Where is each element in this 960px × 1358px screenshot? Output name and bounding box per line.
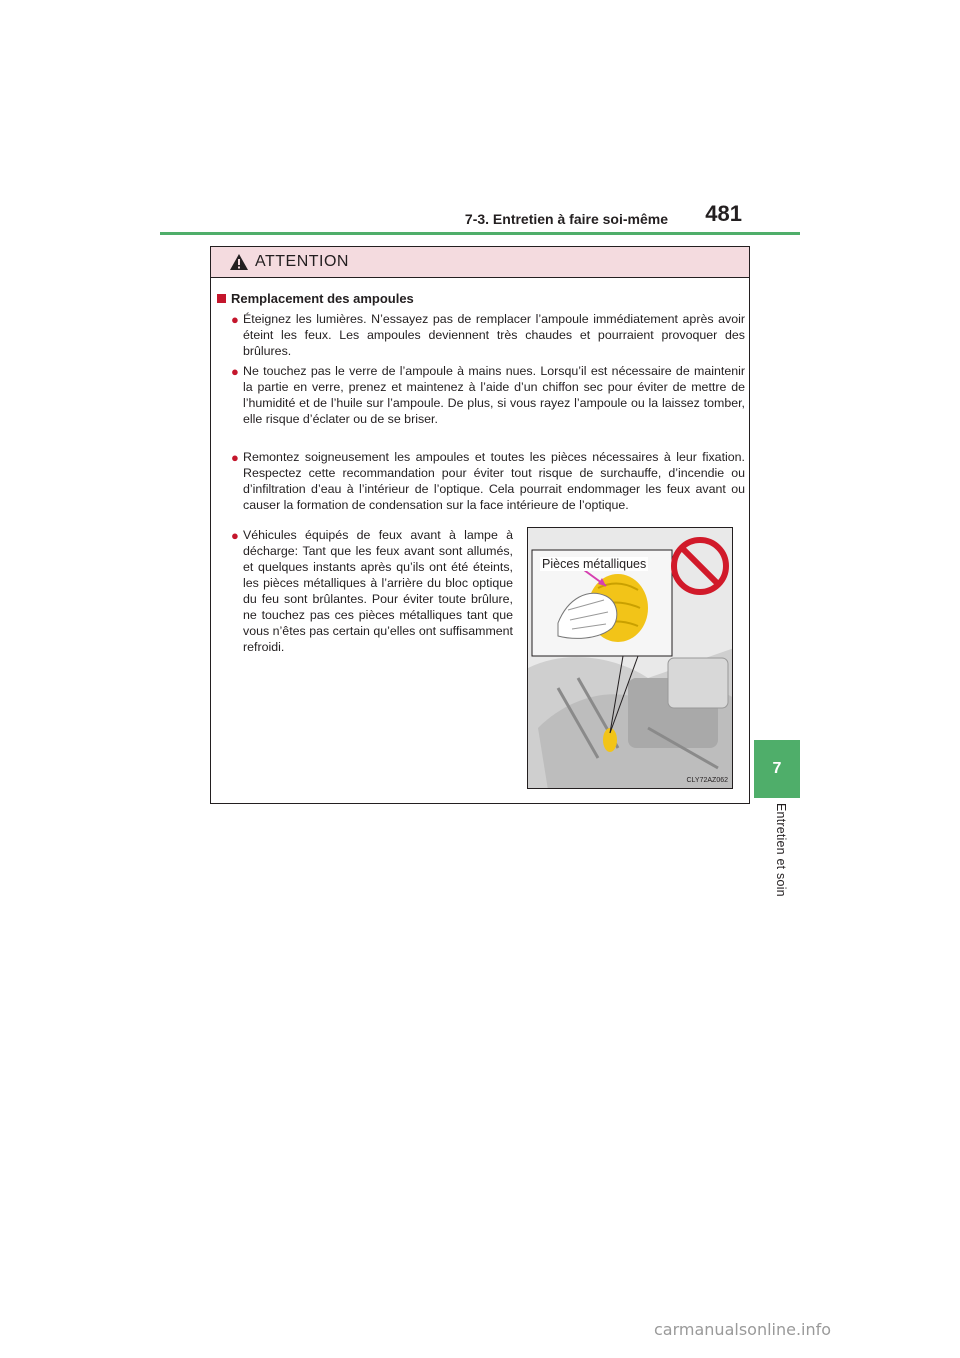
warning-triangle-icon — [229, 253, 249, 271]
bullet-text: Ne touchez pas le verre de l’ampoule à mains nues. Lorsqu’il est nécessaire de maintenir la partie en verre, prenez et maintenez à l’aide d’un chiffon sec pour éviter de mettre de l’humidité et de l’huile sur l’ampoule. De plus, si vous rayez l’ampoule ou la laissez tomber, elle risque d’éclater ou de se briser. — [243, 364, 745, 426]
header-rule — [160, 232, 800, 235]
engine-bay-figure — [527, 527, 733, 789]
bullet-dot-icon: ● — [231, 364, 239, 379]
section-title: 7-3. Entretien à faire soi-même — [464, 211, 668, 227]
bullet-dot-icon: ● — [231, 528, 239, 543]
watermark: carmanualsonline.info — [654, 1320, 832, 1339]
subheading — [217, 291, 414, 306]
bullet-dot-icon: ● — [231, 312, 239, 327]
square-bullet-icon — [217, 294, 226, 303]
bullet-text: Véhicules équipés de feux avant à lampe à décharge: Tant que les feux avant sont allumés, et quelques instants après qu’ils ont été éteints, les pièces métalliques à l’arrière du bloc optique du feu sont brûlantes. Pour éviter toute brûlure, ne touchez pas ces pièces métalliques tant que vous n’êtes pas certain qu’elles ont suffisamment refroidi. — [243, 528, 513, 654]
bullet-text: Éteignez les lumières. N’essayez pas de remplacer l’ampoule immédiatement après avoir éteint les feux. Les ampoules deviennent très chaudes et pourraient provoquer des brûlures. — [243, 312, 745, 358]
subheading-text: Remplacement des ampoules — [231, 291, 414, 306]
chapter-number: 7 — [772, 760, 782, 777]
bullet-item — [231, 527, 513, 655]
bullet-text: Remontez soigneusement les ampoules et toutes les pièces nécessaires à leur fixation. Respectez cette recommandation pour éviter tout risque de surchauffe, d’incendie ou d’infiltration d’eau à l’intérieur de l’optique. Cela pourrait endommager les feux avant ou causer la formation de condensation sur la face intérieure de l’optique. — [243, 450, 745, 512]
figure-callout-label: Pièces métalliques — [542, 557, 647, 571]
page-header — [160, 201, 800, 233]
figure-code: CLY72AZ062 — [686, 777, 728, 784]
bullet-item — [231, 311, 745, 359]
bullet-item — [231, 449, 745, 513]
page-number: 481 — [705, 201, 742, 226]
attention-title: ATTENTION — [255, 253, 349, 270]
bullet-item — [231, 363, 745, 427]
bullet-dot-icon: ● — [231, 450, 239, 465]
attention-header — [211, 247, 749, 278]
attention-box — [210, 246, 750, 804]
chapter-label: Entretien et soin — [774, 803, 788, 897]
chapter-tab — [754, 740, 800, 798]
